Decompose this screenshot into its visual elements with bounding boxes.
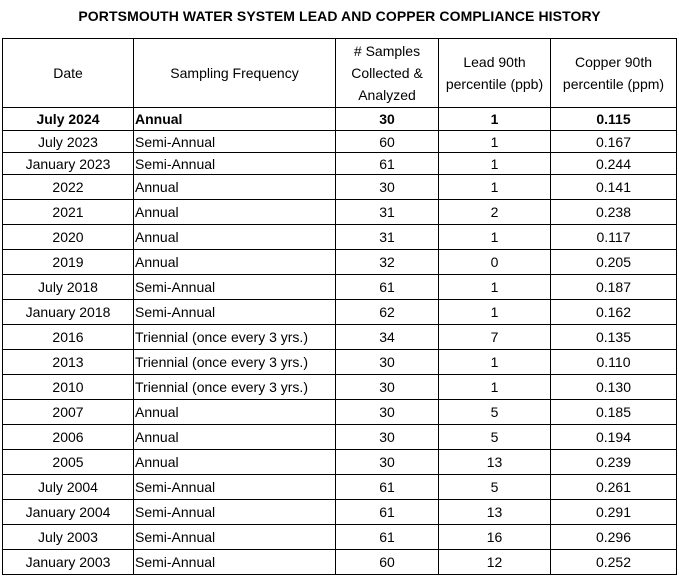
- lead-cell: 1: [439, 108, 551, 131]
- table-row: [3, 153, 677, 175]
- date-cell: July 2024: [3, 108, 134, 131]
- frequency-cell: Semi-Annual: [134, 131, 336, 153]
- frequency-cell: Annual: [134, 425, 336, 450]
- frequency-cell: Semi-Annual: [134, 300, 336, 325]
- date-cell: January 2004: [3, 500, 134, 525]
- lead-cell: 5: [439, 400, 551, 425]
- date-cell: 2019: [3, 250, 134, 275]
- copper-cell: 0.162: [551, 300, 677, 325]
- samples-cell: 61: [336, 475, 439, 500]
- samples-cell: 30: [336, 108, 439, 131]
- table-row: [3, 350, 677, 375]
- lead-cell: 1: [439, 350, 551, 375]
- lead-cell: 2: [439, 200, 551, 225]
- table-row: [3, 250, 677, 275]
- table-row: [3, 450, 677, 475]
- table-row: [3, 500, 677, 525]
- samples-cell: 30: [336, 450, 439, 475]
- copper-cell: 0.296: [551, 525, 677, 550]
- samples-cell: 62: [336, 300, 439, 325]
- copper-cell: 0.115: [551, 108, 677, 131]
- lead-cell: 5: [439, 425, 551, 450]
- lead-cell: 1: [439, 131, 551, 153]
- frequency-cell: Annual: [134, 108, 336, 131]
- date-cell: 2020: [3, 225, 134, 250]
- frequency-cell: Semi-Annual: [134, 153, 336, 175]
- lead-cell: 13: [439, 500, 551, 525]
- table-row: [3, 225, 677, 250]
- samples-cell: 30: [336, 375, 439, 400]
- date-cell: July 2003: [3, 525, 134, 550]
- copper-cell: 0.117: [551, 225, 677, 250]
- lead-cell: 12: [439, 550, 551, 575]
- frequency-cell: Semi-Annual: [134, 275, 336, 300]
- compliance-table: [2, 38, 677, 575]
- samples-cell: 60: [336, 550, 439, 575]
- header-lead: Lead 90th percentile (ppb): [439, 39, 551, 108]
- copper-cell: 0.252: [551, 550, 677, 575]
- date-cell: 2021: [3, 200, 134, 225]
- frequency-cell: Semi-Annual: [134, 475, 336, 500]
- copper-cell: 0.130: [551, 375, 677, 400]
- samples-cell: 60: [336, 131, 439, 153]
- samples-cell: 61: [336, 153, 439, 175]
- table-row: [3, 175, 677, 200]
- copper-cell: 0.135: [551, 325, 677, 350]
- table-row: [3, 108, 677, 131]
- table-row: [3, 300, 677, 325]
- copper-cell: 0.261: [551, 475, 677, 500]
- copper-cell: 0.141: [551, 175, 677, 200]
- copper-cell: 0.291: [551, 500, 677, 525]
- date-cell: July 2018: [3, 275, 134, 300]
- date-cell: 2016: [3, 325, 134, 350]
- header-row: [3, 39, 677, 108]
- table-row: [3, 550, 677, 575]
- lead-cell: 7: [439, 325, 551, 350]
- table-body: [3, 108, 677, 575]
- table-row: [3, 131, 677, 153]
- table-row: [3, 425, 677, 450]
- samples-cell: 30: [336, 400, 439, 425]
- samples-cell: 31: [336, 200, 439, 225]
- lead-cell: 1: [439, 375, 551, 400]
- samples-cell: 61: [336, 275, 439, 300]
- date-cell: 2007: [3, 400, 134, 425]
- samples-cell: 61: [336, 500, 439, 525]
- table-row: [3, 400, 677, 425]
- lead-cell: 16: [439, 525, 551, 550]
- table-row: [3, 325, 677, 350]
- frequency-cell: Annual: [134, 225, 336, 250]
- date-cell: January 2018: [3, 300, 134, 325]
- samples-cell: 34: [336, 325, 439, 350]
- date-cell: January 2023: [3, 153, 134, 175]
- frequency-cell: Annual: [134, 175, 336, 200]
- lead-cell: 0: [439, 250, 551, 275]
- lead-cell: 1: [439, 275, 551, 300]
- frequency-cell: Triennial (once every 3 yrs.): [134, 325, 336, 350]
- samples-cell: 31: [336, 225, 439, 250]
- table-row: [3, 200, 677, 225]
- frequency-cell: Annual: [134, 450, 336, 475]
- date-cell: 2005: [3, 450, 134, 475]
- lead-cell: 1: [439, 153, 551, 175]
- table-row: [3, 375, 677, 400]
- samples-cell: 61: [336, 525, 439, 550]
- header-copper: Copper 90th percentile (ppm): [551, 39, 677, 108]
- lead-cell: 1: [439, 175, 551, 200]
- frequency-cell: Triennial (once every 3 yrs.): [134, 350, 336, 375]
- copper-cell: 0.167: [551, 131, 677, 153]
- date-cell: 2022: [3, 175, 134, 200]
- copper-cell: 0.205: [551, 250, 677, 275]
- table-row: [3, 475, 677, 500]
- samples-cell: 32: [336, 250, 439, 275]
- lead-cell: 5: [439, 475, 551, 500]
- page-title: PORTSMOUTH WATER SYSTEM LEAD AND COPPER COMPLIANCE HISTORY: [78, 8, 601, 24]
- copper-cell: 0.244: [551, 153, 677, 175]
- samples-cell: 30: [336, 425, 439, 450]
- copper-cell: 0.187: [551, 275, 677, 300]
- header-samples: # Samples Collected & Analyzed: [336, 39, 439, 108]
- table-row: [3, 525, 677, 550]
- samples-cell: 30: [336, 175, 439, 200]
- copper-cell: 0.185: [551, 400, 677, 425]
- date-cell: 2013: [3, 350, 134, 375]
- frequency-cell: Triennial (once every 3 yrs.): [134, 375, 336, 400]
- frequency-cell: Semi-Annual: [134, 500, 336, 525]
- date-cell: July 2004: [3, 475, 134, 500]
- lead-cell: 1: [439, 225, 551, 250]
- header-frequency: Sampling Frequency: [134, 39, 336, 108]
- copper-cell: 0.194: [551, 425, 677, 450]
- date-cell: 2006: [3, 425, 134, 450]
- lead-cell: 13: [439, 450, 551, 475]
- date-cell: July 2023: [3, 131, 134, 153]
- frequency-cell: Annual: [134, 250, 336, 275]
- date-cell: 2010: [3, 375, 134, 400]
- date-cell: January 2003: [3, 550, 134, 575]
- table-row: [3, 275, 677, 300]
- copper-cell: 0.239: [551, 450, 677, 475]
- samples-cell: 30: [336, 350, 439, 375]
- frequency-cell: Annual: [134, 400, 336, 425]
- frequency-cell: Annual: [134, 200, 336, 225]
- copper-cell: 0.238: [551, 200, 677, 225]
- header-date: Date: [3, 39, 134, 108]
- copper-cell: 0.110: [551, 350, 677, 375]
- frequency-cell: Semi-Annual: [134, 525, 336, 550]
- lead-cell: 1: [439, 300, 551, 325]
- frequency-cell: Semi-Annual: [134, 550, 336, 575]
